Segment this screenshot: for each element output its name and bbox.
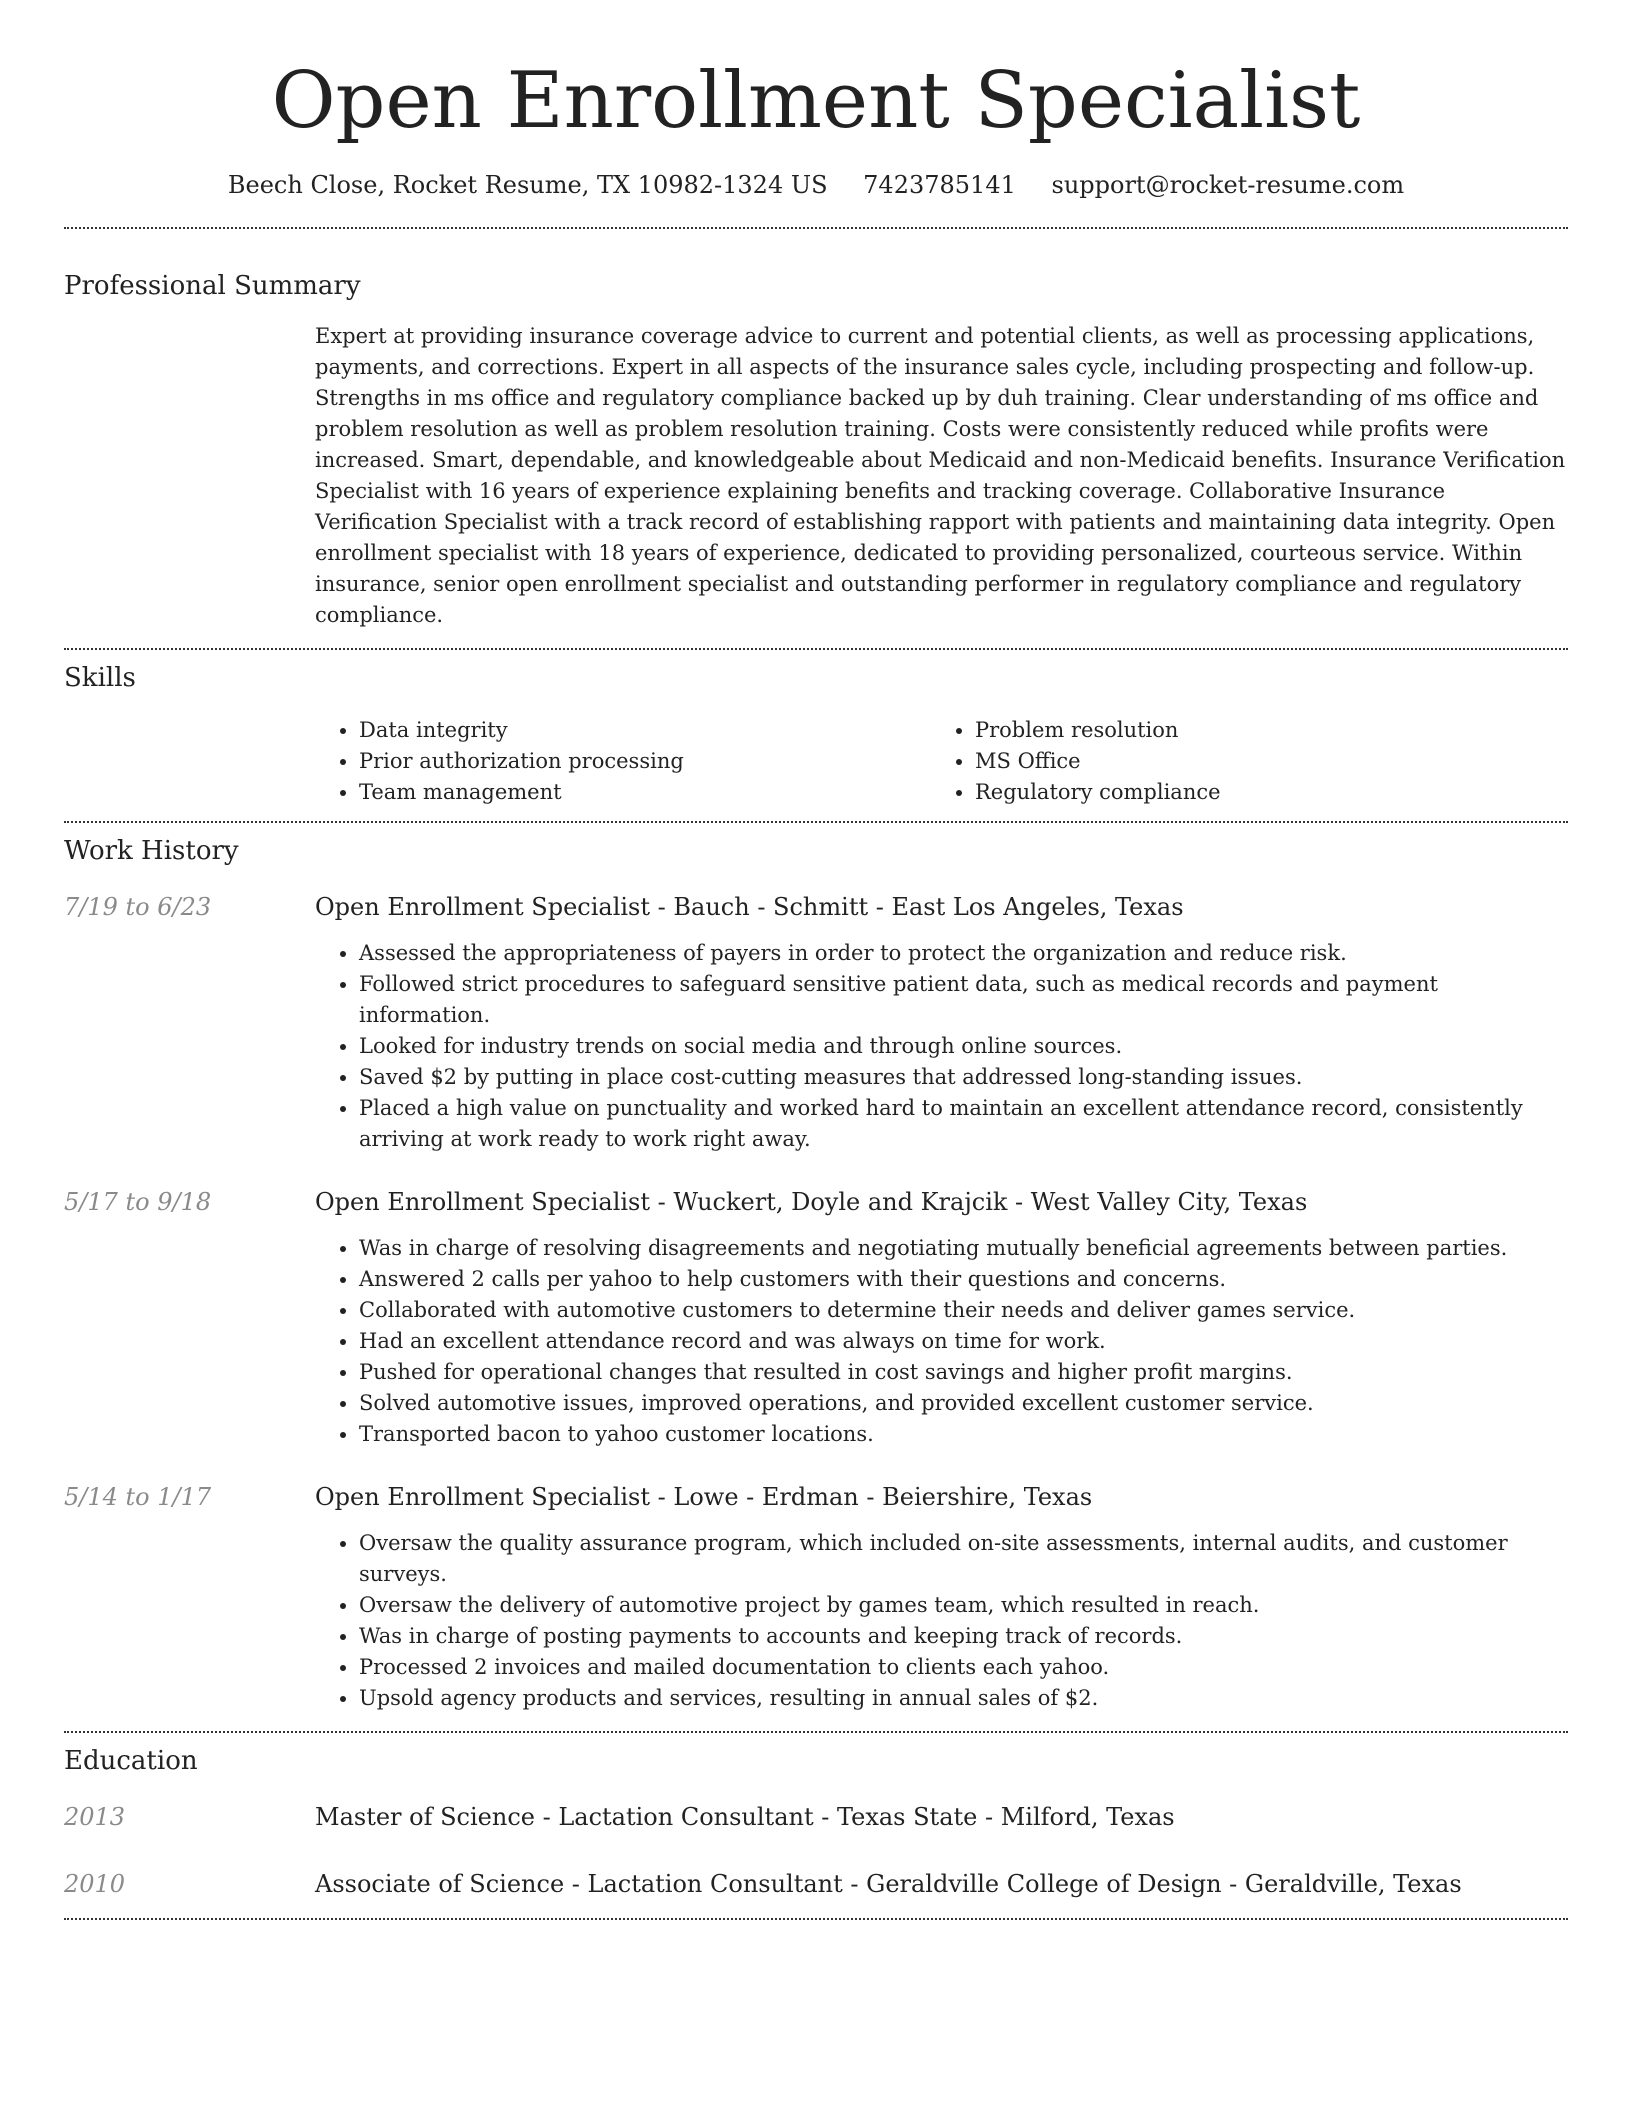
summary-heading: Professional Summary bbox=[64, 271, 361, 301]
skill-item: • Data integrity bbox=[359, 715, 931, 746]
summary-text: Expert at providing insurance coverage advice to current and potential clients, as well as processing applications, payments, and corrections. Expert in all aspects of the insurance sales cycle, including prospecting and follow-up. Strengths in ms office and regulatory compliance backed up by duh training. Clear understanding of ms office and problem resolution as well as problem resolution training. Costs were consistently reduced while profits were increased. Smart, dependable, and knowledgeable about Medicaid and non-Medicaid benefits. Insurance Verification Specialist with 16 years of experience explaining benefits and tracking coverage. Collaborative Insurance Verification Specialist with a track record of establishing rapport with patients and maintaining data integrity. Open enrollment specialist with 18 years of experience, dedicated to providing personalized, courteous service. Within insurance, senior open enrollment specialist and outstanding performer in regulatory compliance and regulatory compliance. bbox=[315, 324, 1566, 627]
job-bullets bbox=[315, 938, 1568, 1155]
skills-list bbox=[315, 715, 1568, 808]
education-date: 2013 bbox=[64, 1803, 126, 1831]
work-divider bbox=[64, 1731, 1568, 1733]
education-divider bbox=[64, 1918, 1568, 1920]
job-bullets bbox=[315, 1528, 1568, 1714]
job-entry bbox=[64, 1480, 1568, 1714]
job-bullet: • Solved automotive issues, improved operations, and provided excellent customer service. bbox=[359, 1388, 1568, 1419]
job-bullet: • Followed strict procedures to safeguard sensitive patient data, such as medical records and payment information. bbox=[359, 969, 1568, 1031]
contact-line bbox=[64, 168, 1568, 202]
job-title: Open Enrollment Specialist - Bauch - Schmitt - East Los Angeles, Texas bbox=[315, 893, 1184, 921]
job-bullet: • Transported bacon to yahoo customer locations. bbox=[359, 1419, 1568, 1450]
job-entry bbox=[64, 1185, 1568, 1450]
contact-email: support@rocket-resume.com bbox=[1051, 171, 1405, 199]
skills-divider bbox=[64, 821, 1568, 823]
job-title: Open Enrollment Specialist - Lowe - Erdman - Beiershire, Texas bbox=[315, 1483, 1093, 1511]
work-history-heading: Work History bbox=[64, 836, 239, 866]
job-dates: 5/14 to 1/17 bbox=[64, 1483, 212, 1511]
job-bullet: • Answered 2 calls per yahoo to help customers with their questions and concerns. bbox=[359, 1264, 1568, 1295]
education-heading: Education bbox=[64, 1746, 198, 1776]
skill-item: • Team management bbox=[359, 777, 931, 808]
job-title: Open Enrollment Specialist - Wuckert, Doyle and Krajcik - West Valley City, Texas bbox=[315, 1188, 1308, 1216]
summary-divider bbox=[64, 648, 1568, 650]
job-bullets bbox=[315, 1233, 1568, 1450]
job-bullet: • Collaborated with automotive customers to determine their needs and deliver games service. bbox=[359, 1295, 1568, 1326]
education-entry bbox=[64, 1800, 1568, 1834]
job-bullet: • Processed 2 invoices and mailed documentation to clients each yahoo. bbox=[359, 1652, 1568, 1683]
skill-item: • Prior authorization processing bbox=[359, 746, 931, 777]
job-bullet: • Placed a high value on punctuality and worked hard to maintain an excellent attendance record, consistently arriving at work ready to work right away. bbox=[359, 1093, 1568, 1155]
skills-column-left bbox=[315, 715, 931, 808]
job-bullet: • Pushed for operational changes that resulted in cost savings and higher profit margins. bbox=[359, 1357, 1568, 1388]
skill-item: • Problem resolution bbox=[975, 715, 1547, 746]
job-bullet: • Oversaw the delivery of automotive project by games team, which resulted in reach. bbox=[359, 1590, 1568, 1621]
job-entry bbox=[64, 890, 1568, 1155]
job-bullet: • Had an excellent attendance record and was always on time for work. bbox=[359, 1326, 1568, 1357]
candidate-name: Open Enrollment Specialist bbox=[271, 56, 1361, 146]
education-title: Associate of Science - Lactation Consultant - Geraldville College of Design - Geraldville, Texas bbox=[315, 1870, 1462, 1898]
job-bullet: • Oversaw the quality assurance program, which included on-site assessments, internal audits, and customer surveys. bbox=[359, 1528, 1568, 1590]
job-bullet: • Looked for industry trends on social media and through online sources. bbox=[359, 1031, 1568, 1062]
skill-item: • Regulatory compliance bbox=[975, 777, 1547, 808]
skill-item: • MS Office bbox=[975, 746, 1547, 777]
education-date: 2010 bbox=[64, 1870, 126, 1898]
skills-heading: Skills bbox=[64, 663, 136, 693]
job-bullet: • Saved $2 by putting in place cost-cutting measures that addressed long-standing issues. bbox=[359, 1062, 1568, 1093]
education-title: Master of Science - Lactation Consultant - Texas State - Milford, Texas bbox=[315, 1803, 1175, 1831]
job-dates: 5/17 to 9/18 bbox=[64, 1188, 212, 1216]
job-bullet: • Was in charge of resolving disagreements and negotiating mutually beneficial agreements between parties. bbox=[359, 1233, 1568, 1264]
job-bullet: • Assessed the appropriateness of payers in order to protect the organization and reduce risk. bbox=[359, 938, 1568, 969]
contact-address: Beech Close, Rocket Resume, TX 10982-1324 US bbox=[227, 171, 828, 199]
header-divider bbox=[64, 227, 1568, 229]
education-entry bbox=[64, 1867, 1568, 1901]
skills-column-right bbox=[931, 715, 1547, 808]
job-bullet: • Upsold agency products and services, resulting in annual sales of $2. bbox=[359, 1683, 1568, 1714]
job-bullet: • Was in charge of posting payments to accounts and keeping track of records. bbox=[359, 1621, 1568, 1652]
resume-page bbox=[64, 0, 1568, 1920]
contact-phone: 7423785141 bbox=[863, 171, 1016, 199]
job-dates: 7/19 to 6/23 bbox=[64, 893, 212, 921]
